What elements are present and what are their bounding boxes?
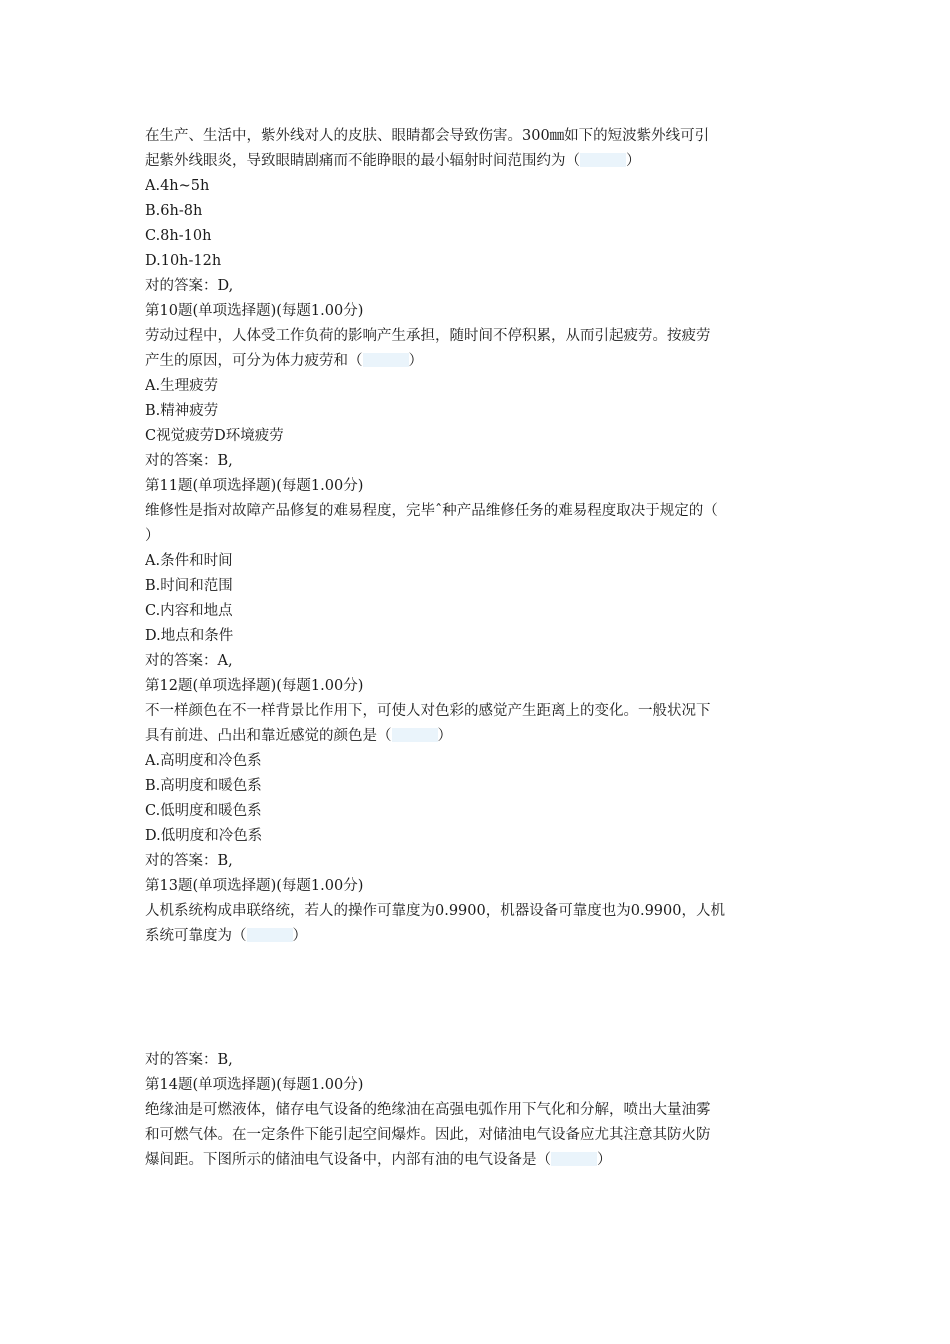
correct-answer: 对的答案：B, bbox=[145, 453, 233, 469]
question-11 bbox=[145, 474, 810, 674]
option-d: D.低明度和冷色系 bbox=[145, 828, 263, 844]
question-13 bbox=[145, 874, 810, 1073]
option-a: A.4h~5h bbox=[145, 178, 210, 194]
option-c-d: C视觉疲劳D环境疲劳 bbox=[145, 428, 284, 444]
question-header: 第11题(单项选择题)(每题1.00分) bbox=[145, 478, 364, 494]
question-stem-line: 在生产、生活中，紫外线对人的皮肤、眼睛都会导致伤害。300㎜如下的短波紫外线可引 bbox=[145, 128, 710, 144]
correct-answer: 对的答案：B, bbox=[145, 853, 233, 869]
question-header: 第14题(单项选择题)(每题1.00分) bbox=[145, 1077, 364, 1093]
question-stem-line: ） bbox=[145, 528, 160, 544]
question-14 bbox=[145, 1073, 810, 1173]
answer-blank bbox=[363, 353, 409, 367]
question-stem-line: 系统可靠度为（ ） bbox=[145, 928, 307, 944]
question-stem-line: 产生的原因，可分为体力疲劳和（ ） bbox=[145, 353, 423, 369]
correct-answer: 对的答案：B, bbox=[145, 1052, 233, 1068]
blank-space bbox=[145, 949, 810, 1048]
question-stem-line: 绝缘油是可燃液体，储存电气设备的绝缘油在高强电弧作用下气化和分解，喷出大量油雾 bbox=[145, 1102, 711, 1118]
option-d: D.10h-12h bbox=[145, 253, 222, 269]
question-stem-line: 劳动过程中，人体受工作负荷的影响产生承担，随时间不停积累，从而引起疲劳。按疲劳 bbox=[145, 328, 711, 344]
answer-blank bbox=[247, 928, 293, 942]
question-stem-line: 起紫外线眼炎，导致眼睛剧痛而不能睁眼的最小辐射时间范围约为（ ） bbox=[145, 153, 641, 169]
answer-blank bbox=[580, 153, 626, 167]
question-12 bbox=[145, 674, 810, 874]
option-b: B.高明度和暖色系 bbox=[145, 778, 262, 794]
question-header: 第12题(单项选择题)(每题1.00分) bbox=[145, 678, 364, 694]
question-stem-line: 维修性是指对故障产品修复的难易程度，完毕ˆ种产品维修任务的难易程度取决于规定的（ bbox=[145, 503, 718, 519]
question-stem-line: 爆间距。下图所示的储油电气设备中，内部有油的电气设备是（ ） bbox=[145, 1152, 612, 1168]
option-b: B.6h-8h bbox=[145, 203, 203, 219]
question-9 bbox=[145, 124, 810, 299]
question-header: 第10题(单项选择题)(每题1.00分) bbox=[145, 303, 364, 319]
option-d: D.地点和条件 bbox=[145, 628, 234, 644]
option-c: C.8h-10h bbox=[145, 228, 212, 244]
question-10 bbox=[145, 299, 810, 474]
question-header: 第13题(单项选择题)(每题1.00分) bbox=[145, 878, 364, 894]
option-b: B.精神疲劳 bbox=[145, 403, 219, 419]
question-stem-line: 和可燃气体。在一定条件下能引起空间爆炸。因此，对储油电气设备应尤其注意其防火防 bbox=[145, 1127, 711, 1143]
option-a: A.高明度和冷色系 bbox=[145, 753, 262, 769]
correct-answer: 对的答案：D, bbox=[145, 278, 234, 294]
option-c: C.低明度和暖色系 bbox=[145, 803, 262, 819]
option-c: C.内容和地点 bbox=[145, 603, 233, 619]
question-stem-line: 人机系统构成串联络统，若人的操作可靠度为0.9900，机器设备可靠度也为0.9900，人机 bbox=[145, 903, 725, 919]
correct-answer: 对的答案：A, bbox=[145, 653, 233, 669]
exam-document bbox=[145, 124, 810, 1173]
option-a: A.生理疲劳 bbox=[145, 378, 219, 394]
option-b: B.时间和范围 bbox=[145, 578, 233, 594]
option-a: A.条件和时间 bbox=[145, 553, 233, 569]
question-stem-line: 具有前进、凸出和靠近感觉的颜色是（ ） bbox=[145, 728, 452, 744]
answer-blank bbox=[392, 728, 438, 742]
question-stem-line: 不一样颜色在不一样背景比作用下，可使人对色彩的感觉产生距离上的变化。一般状况下 bbox=[145, 703, 711, 719]
answer-blank bbox=[551, 1152, 597, 1166]
